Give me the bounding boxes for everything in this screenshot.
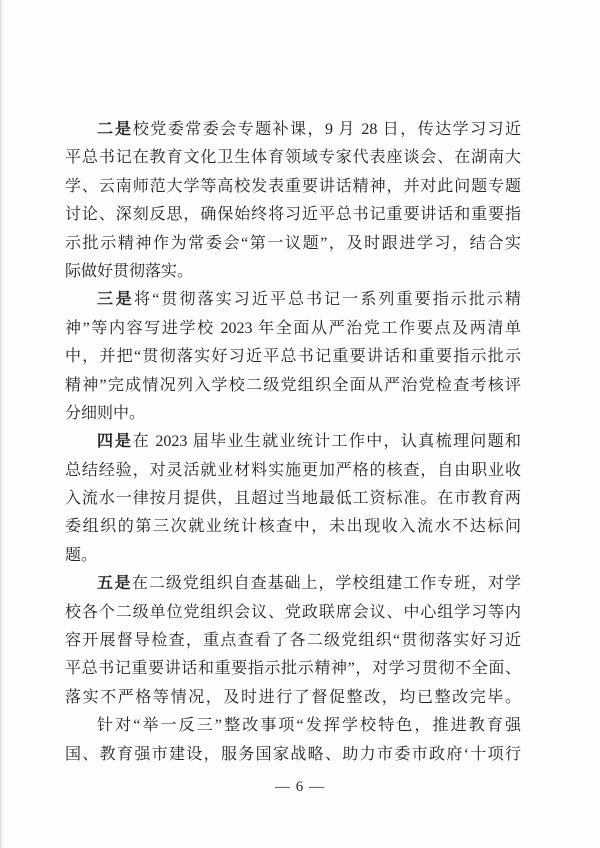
scan-edge-shadow: [0, 0, 4, 848]
text-line: 神”等内容写进学校 2023 年全面从严治党工作要点及两清单: [65, 319, 521, 337]
text-line: 三是将“贯彻落实习近平总书记一系列重要指示批示精: [97, 291, 521, 309]
text-line: 精神”完成情况列入学校二级党组织全面从严治党检查考核评: [65, 376, 521, 394]
text-line: 中，并把“贯彻落实好习近平总书记重要讲话和重要指示批示: [65, 348, 521, 366]
text-line: 容开展督导检查，重点查看了各二级党组织“贯彻落实好习近: [65, 632, 521, 650]
text-line: 入流水一律按月提供，且超过当地最低工资标准。在市教育两: [65, 490, 521, 508]
text-line: 题。: [65, 546, 98, 564]
text-line: 委组织的第三次就业统计核查中，未出现收入流水不达标问: [65, 518, 521, 536]
document-body: [65, 116, 521, 769]
text-line: 校各个二级单位党组织会议、党政联席会议、中心组学习等内: [65, 603, 521, 621]
paragraph-lead: 四是: [97, 433, 133, 451]
text-line: 二是校党委常委会专题补课，9 月 28 日，传达学习习近: [97, 121, 521, 138]
paragraph-lead: 二是: [97, 121, 133, 138]
text-line: 四是在 2023 届毕业生就业统计工作中，认真梳理问题和: [97, 433, 521, 451]
text-line: 际做好贯彻落实。: [65, 262, 194, 280]
text-line: 讨论、深刻反思，确保始终将习近平总书记重要讲话和重要指: [65, 206, 521, 224]
text-line: 分细则中。: [65, 404, 146, 422]
paragraph-lead: 五是: [97, 575, 132, 593]
text-line: 平总书记在教育文化卫生体育领域专家代表座谈会、在湖南大: [65, 149, 521, 167]
text-line: 示批示精神作为常委会“第一议题”，及时跟进学习，结合实: [65, 234, 521, 252]
paragraph-lead: 三是: [97, 291, 135, 309]
text-line: 学、云南师范大学等高校发表重要讲话精神，并对此问题专题: [65, 177, 521, 195]
text-line: 平总书记重要讲话和重要指示批示精神”，对学习贯彻不全面、: [65, 660, 521, 678]
text-line: 国、教育强市建设，服务国家战略、助力市委市政府‘十项行: [65, 745, 521, 763]
text-line: 五是在二级党组织自查基础上，学校组建工作专班，对学: [97, 575, 521, 593]
text-line: 总结经验，对灵活就业材料实施更加严格的核查，自由职业收: [65, 461, 521, 479]
text-line: 落实不严格等情况，及时进行了督促整改，均已整改完毕。: [65, 688, 521, 706]
page-number: — 6 —: [275, 779, 325, 795]
text-line: 针对“举一反三”整改事项“发挥学校特色，推进教育强: [97, 717, 521, 735]
